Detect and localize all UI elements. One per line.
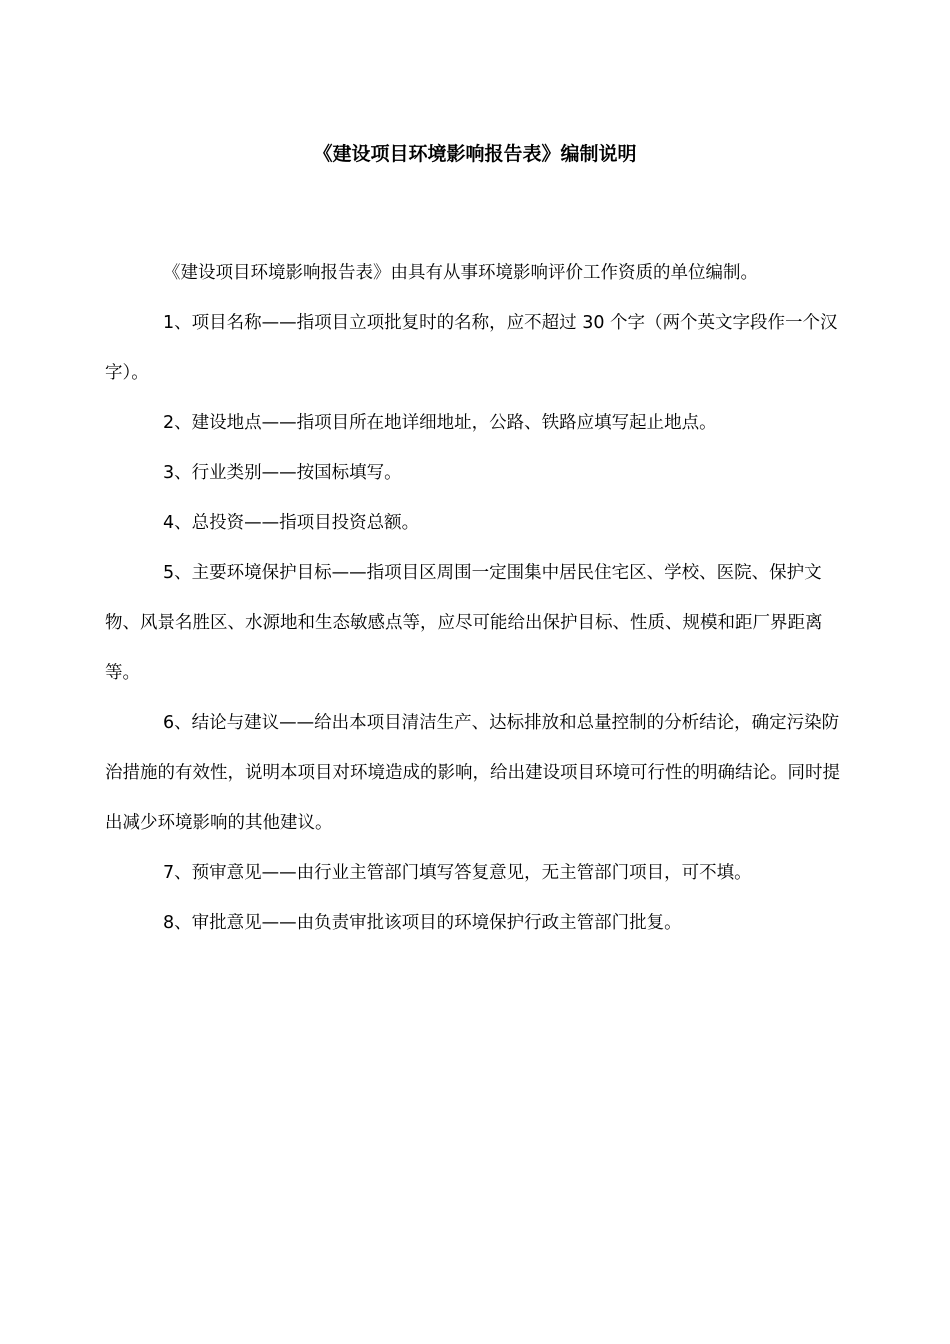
paragraph-item-5: 5、主要环境保护目标——指项目区周围一定围集中居民住宅区、学校、医院、保护文物、风景名胜区、水源地和生态敏感点等，应尽可能给出保护目标、性质、规模和距厂界距离等。 <box>105 563 823 683</box>
paragraph-item-2: 2、建设地点——指项目所在地详细地址，公路、铁路应填写起止地点。 <box>163 413 717 433</box>
paragraph-intro: 《建设项目环境影响报告表》由具有从事环境影响评价工作资质的单位编制。 <box>163 263 758 283</box>
paragraph-item-3: 3、行业类别——按国标填写。 <box>163 463 402 483</box>
document-body <box>105 248 855 948</box>
paragraph-item-6: 6、结论与建议——给出本项目清洁生产、达标排放和总量控制的分析结论，确定污染防治措施的有效性，说明本项目对环境造成的影响，给出建设项目环境可行性的明确结论。同时提出减少环境影响的其他建议。 <box>105 713 840 833</box>
paragraph-item-4: 4、总投资——指项目投资总额。 <box>163 513 420 533</box>
paragraph-item-1: 1、项目名称——指项目立项批复时的名称，应不超过 30 个字（两个英文字段作一个汉字）。 <box>105 313 838 383</box>
paragraph-item-7: 7、预审意见——由行业主管部门填写答复意见，无主管部门项目，可不填。 <box>163 863 752 883</box>
paragraph-item-8: 8、审批意见——由负责审批该项目的环境保护行政主管部门批复。 <box>163 913 682 933</box>
document-title: 《建设项目环境影响报告表》编制说明 <box>313 143 637 165</box>
